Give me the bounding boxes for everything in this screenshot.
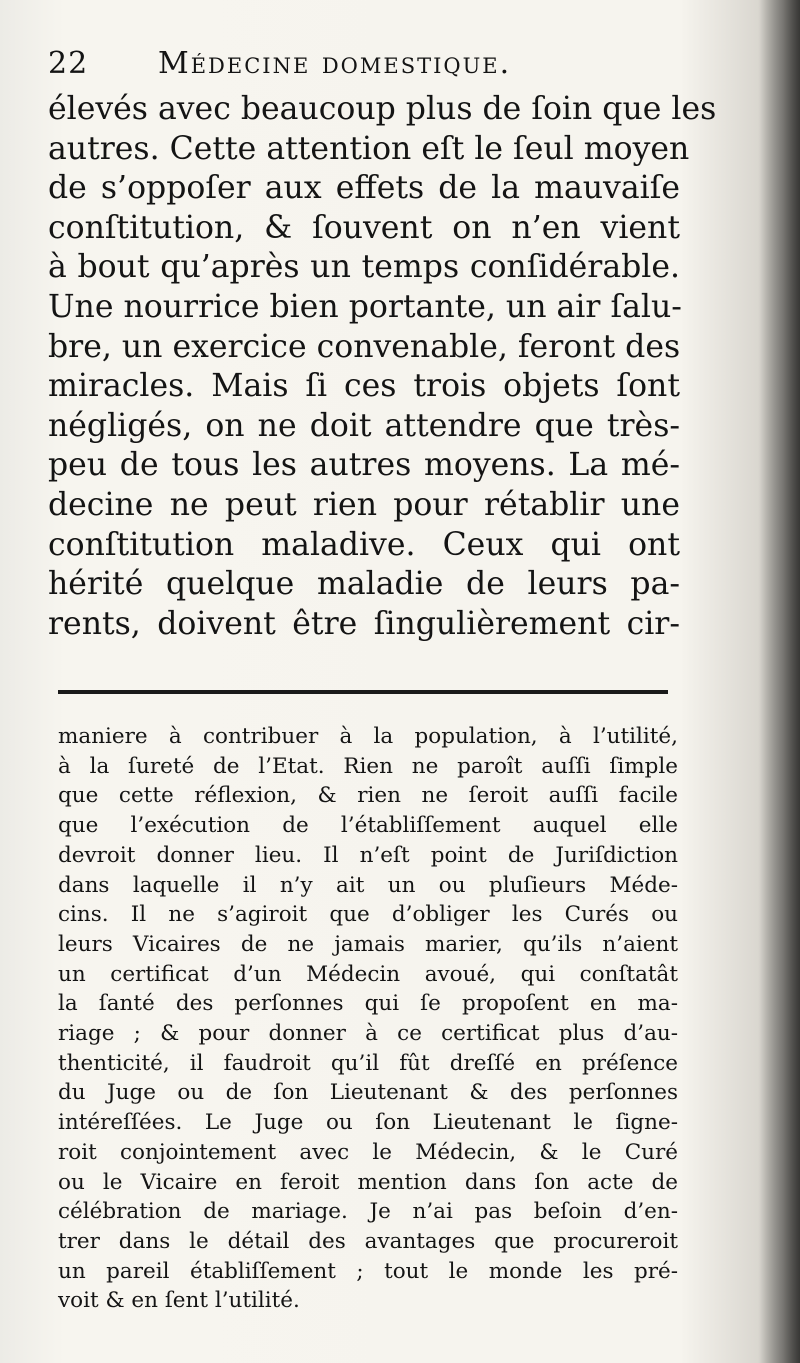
main-text-line: négligés, on ne doit attendre que très- xyxy=(48,407,680,444)
footnote-line: un pareil établiſſement ; tout le monde les pré- xyxy=(58,1258,678,1284)
footnote-line: la ſanté des perſonnes qui ſe propoſent en ma- xyxy=(58,991,678,1017)
footnote-line: un certificat d’un Médecin avoué, qui conſtatât xyxy=(58,961,678,987)
main-text-line: conſtitution maladive. Ceux qui ont xyxy=(48,526,680,563)
main-text-line: autres. Cette attention eſt le ſeul moyen xyxy=(48,130,690,167)
footnote-line: que l’exécution de l’établiſſement auquel elle xyxy=(58,813,678,839)
main-text-block xyxy=(48,90,717,644)
footnote-line: riage ; & pour donner à ce certificat plus d’au- xyxy=(58,1021,678,1047)
footnote-line: intéreſſées. Le Juge ou ſon Lieutenant le ſigne- xyxy=(58,1110,678,1136)
main-text-line: conſtitution, & ſouvent on n’en vient xyxy=(48,209,680,246)
footnote-divider xyxy=(58,690,668,694)
footnote-block xyxy=(58,722,678,1316)
footnote-line: thenticité, il faudroit qu’il fût dreſſé en préſence xyxy=(58,1050,678,1076)
page-gutter-shadow xyxy=(758,0,800,1363)
footnote-line: devroit donner lieu. Il n’eſt point de Juriſdiction xyxy=(58,842,678,868)
footnote-line: ou le Vicaire en feroit mention dans ſon acte de xyxy=(58,1169,678,1195)
page-header xyxy=(48,46,688,86)
footnote-line: maniere à contribuer à la population, à l’utilité, xyxy=(58,724,678,749)
main-text-line: hérité quelque maladie de leurs pa- xyxy=(48,566,680,603)
main-text-line: de s’oppoſer aux effets de la mauvaiſe xyxy=(48,170,680,207)
page-number: 22 xyxy=(48,46,89,81)
main-text-line: miracles. Mais ſi ces trois objets ſont xyxy=(48,368,680,405)
main-text-line: à bout qu’après un temps conſidérable. xyxy=(48,249,680,286)
footnote-line: que cette réflexion, & rien ne ſeroit auſſi facile xyxy=(58,783,678,809)
footnote-line: voit & en ſent l’utilité. xyxy=(58,1288,300,1314)
footnote-line: célébration de mariage. Je n’ai pas beſoin d’en- xyxy=(58,1199,678,1225)
main-text-line: rents, doivent être ſingulièrement cir- xyxy=(48,605,680,642)
main-text-line: Une nourrice bien portante, un air ſalu- xyxy=(48,288,682,325)
footnote-line: dans laquelle il n’y ait un ou pluſieurs Méde- xyxy=(58,872,678,898)
footnote-line: roit conjointement avec le Médecin, & le Curé xyxy=(58,1139,678,1165)
main-text-line: élevés avec beaucoup plus de ſoin que les xyxy=(48,91,717,127)
main-text-line: decine ne peut rien pour rétablir une xyxy=(48,486,680,523)
footnote-line: leurs Vicaires de ne jamais marier, qu’ils n’aient xyxy=(58,931,678,957)
main-text-line: peu de tous les autres moyens. La mé- xyxy=(48,447,680,484)
footnote-line: du Juge ou de ſon Lieutenant & des perſonnes xyxy=(58,1080,678,1106)
main-text-line: bre, un exercice convenable, feront des xyxy=(48,328,681,365)
running-head: Médecine domestique. xyxy=(158,46,512,81)
footnote-line: cins. Il ne s’agiroit que d’obliger les Curés ou xyxy=(58,902,678,928)
footnote-line: trer dans le détail des avantages que procureroit xyxy=(58,1228,678,1254)
footnote-line: à la ſureté de l’Etat. Rien ne paroît auſſi ſimple xyxy=(58,753,678,779)
